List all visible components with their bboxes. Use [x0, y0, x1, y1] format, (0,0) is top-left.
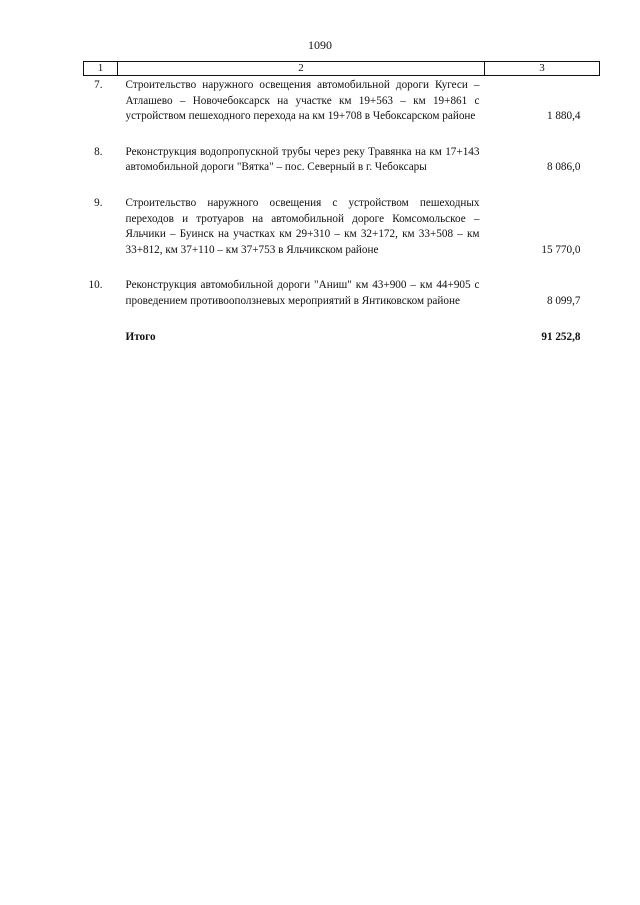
table-header-row — [84, 62, 600, 76]
total-label: Итого — [125, 330, 156, 343]
row-description: Строительство наружного освещения с устройством пешеходных переходов и тротуаров на автомобильной дороге Комсомольское – Яльчики – Буинск на участках км 29+310 – км 32+172, км 33+508 – км 33+812, км 37+110 – км 37+753 в Яльчикском районе — [125, 196, 480, 256]
total-spacer — [84, 330, 118, 346]
total-row — [84, 330, 600, 346]
row-amount: 8 086,0 — [546, 161, 581, 174]
row-description: Строительство наружного освещения автомобильной дороги Кугеси – Атлашево – Новочебоксарск на участке км 19+563 – км 19+861 с устройством пешеходного перехода на км 19+708 в Чебоксарском районе — [125, 79, 480, 123]
table-row — [84, 196, 600, 278]
header-col-2: 2 — [118, 62, 485, 76]
row-amount: 15 770,0 — [541, 243, 581, 256]
row-amount: 1 880,4 — [546, 110, 581, 123]
table-row — [84, 76, 600, 145]
row-number: 10. — [88, 279, 103, 292]
budget-table — [83, 61, 600, 345]
row-number: 7. — [94, 79, 103, 91]
row-number: 8. — [94, 145, 103, 158]
row-amount: 8 099,7 — [546, 294, 581, 307]
header-col-1: 1 — [84, 62, 118, 76]
header-col-3: 3 — [485, 62, 600, 76]
table-row — [84, 145, 600, 196]
row-description: Реконструкция автомобильной дороги "Аниш" км 43+900 – км 44+905 с проведением противооползневых мероприятий в Янтиковском районе — [125, 279, 480, 307]
page-number: 1090 — [308, 38, 332, 52]
row-number: 9. — [94, 196, 103, 209]
table-row — [84, 278, 600, 329]
row-description: Реконструкция водопропускной трубы через реку Травянка на км 17+143 автомобильной дороги "Вятка" – пос. Северный в г. Чебоксары — [125, 145, 480, 174]
total-amount: 91 252,8 — [541, 330, 581, 343]
